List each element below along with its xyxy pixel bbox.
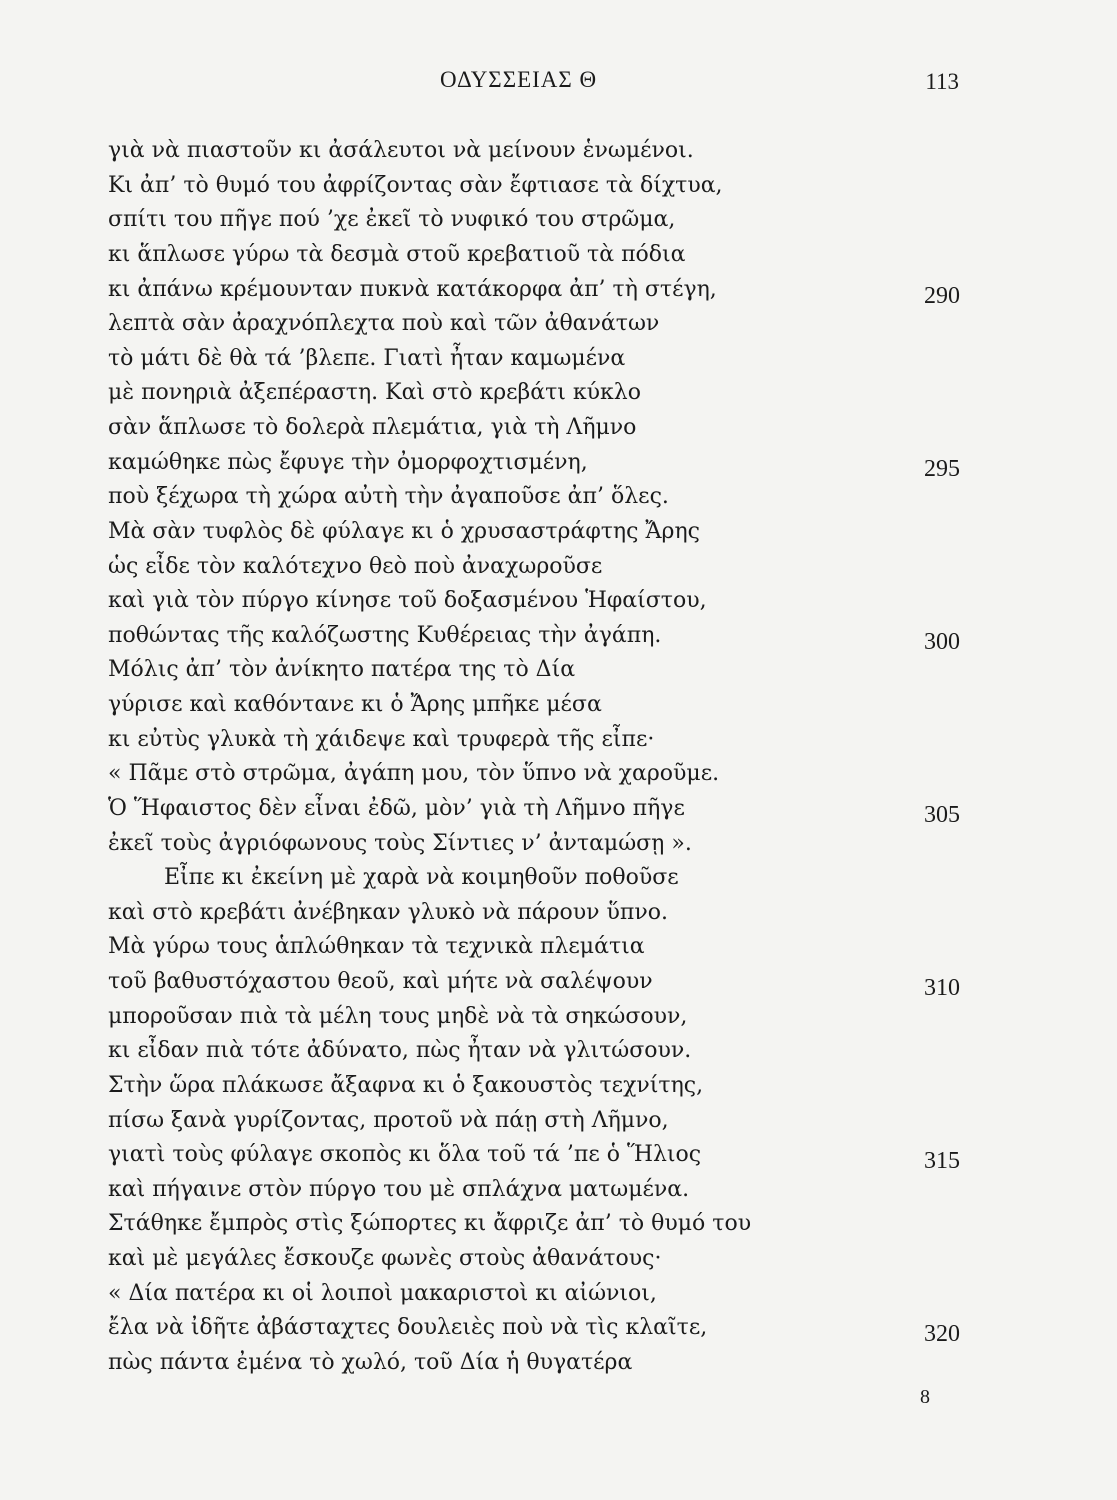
verse-line [108, 1311, 960, 1346]
verse-text: μὲ πονηριὰ ἀξεπέραστη. Καὶ στὸ κρεβάτι κύκλο [108, 380, 641, 406]
verse-text: Μόλις ἀπ’ τὸν ἀνίκητο πατέρα της τὸ Δία [108, 657, 576, 683]
verse-line-number: 290 [924, 282, 960, 309]
verse-line [108, 550, 960, 585]
verse-text: κι εἶδαν πιὰ τότε ἀδύνατο, πὼς ἦταν νὰ γλιτώσουν. [108, 1038, 692, 1064]
verse-line [108, 965, 960, 1000]
verse-text: ὡς εἶδε τὸν καλότεχνο θεὸ ποὺ ἀναχωροῦσε [108, 553, 603, 579]
verse-line-number: 295 [924, 455, 960, 482]
verse-line [108, 203, 960, 238]
verse-line [108, 1346, 960, 1381]
verse-text: ποθώντας τῆς καλόζωστης Κυθέρειας τὴν ἀγάπη. [108, 622, 662, 648]
verse-text: γιὰ νὰ πιαστοῦν κι ἀσάλευτοι νὰ μείνουν ἑνωμένοι. [108, 138, 694, 163]
verse-line [108, 1000, 960, 1035]
verse-text: Μὰ γύρω τους ἁπλώθηκαν τὰ τεχνικὰ πλεμάτια [108, 934, 645, 960]
verse-text: γύρισε καὶ καθόντανε κι ὁ Ἄρης μπῆκε μέσα [108, 692, 602, 717]
verse-line [108, 619, 960, 654]
page-header [0, 60, 1117, 100]
verse-text: τὸ μάτι δὲ θὰ τά ’βλεπε. Γιατὶ ἦταν καμωμένα [108, 345, 626, 371]
running-title: ΟΔΥΣΣΕΙΑΣ Θ [440, 67, 598, 92]
verse-line [108, 1138, 960, 1173]
verse-line-number: 300 [924, 628, 960, 655]
verse-text: Κι ἀπ’ τὸ θυμό του ἀφρίζοντας σὰν ἔφτιασε τὰ δίχτυα, [108, 172, 723, 198]
verse-text: λεπτὰ σὰν ἀραχνόπλεχτα ποὺ καὶ τῶν ἀθανάτων [108, 311, 660, 337]
verse-line [108, 1242, 960, 1277]
verse-line-number: 320 [924, 1321, 960, 1348]
verse-line-number: 305 [924, 801, 960, 828]
verse-line [108, 376, 960, 411]
verse-line [108, 134, 960, 169]
verse-text: Στὴν ὥρα πλάκωσε ἄξαφνα κι ὁ ξακουστὸς τεχνίτης, [108, 1072, 704, 1098]
verse-text: κι ἀπάνω κρέμουνταν πυκνὰ κατάκορφα ἀπ’ τὴ στέγη, [108, 276, 717, 302]
verse-text: καὶ γιὰ τὸν πύργο κίνησε τοῦ δοξασμένου Ἡφαίστου, [108, 588, 707, 614]
verse-line [108, 307, 960, 342]
verse-line [108, 688, 960, 723]
verse-text: σπίτι του πῆγε πού ’χε ἐκεῖ τὸ νυφικό του στρῶμα, [108, 207, 676, 233]
verse-text: Στάθηκε ἔμπρὸς στὶς ξώπορτες κι ἄφριζε ἀπ’ τὸ θυμό του [108, 1211, 752, 1237]
verse-text: « Δία πατέρα κι οἱ λοιποὶ μακαριστοὶ κι αἰώνιοι, [108, 1280, 657, 1306]
verse-line [108, 1069, 960, 1104]
verse-text: σὰν ἅπλωσε τὸ δολερὰ πλεμάτια, γιὰ τὴ Λῆμνο [108, 415, 637, 440]
verse-text: ἐκεῖ τοὺς ἀγριόφωνους τοὺς Σίντιες ν’ ἀνταμώσῃ ». [108, 830, 692, 856]
verse-line [108, 930, 960, 965]
verse-line [108, 273, 960, 308]
verse-text: καὶ πήγαινε στὸν πύργο του μὲ σπλάχνα ματωμένα. [108, 1176, 690, 1202]
verse-line [108, 1207, 960, 1242]
verse-line [108, 584, 960, 619]
printer-signature-mark: 8 [920, 1386, 930, 1408]
verse-line-number: 310 [924, 975, 960, 1001]
verse-text: κι ἅπλωσε γύρω τὰ δεσμὰ στοῦ κρεβατιοῦ τὰ πόδια [108, 241, 686, 267]
verse-line [108, 653, 960, 688]
verse-text: ἔλα νὰ ἰδῆτε ἀβάσταχτες δουλειὲς ποὺ νὰ τὶς κλαῖτε, [108, 1315, 708, 1341]
verse-text: Ὁ Ἥφαιστος δὲν εἶναι ἐδῶ, μὸν’ γιὰ τὴ Λῆμνο πῆγε [108, 795, 685, 821]
verse-line [108, 446, 960, 481]
verse-line [108, 480, 960, 515]
verse-line [108, 411, 960, 446]
verse-text: Εἶπε κι ἐκείνη μὲ χαρὰ νὰ κοιμηθοῦν ποθοῦσε [164, 865, 679, 891]
verse-line [108, 757, 960, 792]
verse-text: τοῦ βαθυστόχαστου θεοῦ, καὶ μήτε νὰ σαλέψουν [108, 969, 653, 994]
verse-text: ποὺ ξέχωρα τὴ χώρα αὐτὴ τὴν ἀγαποῦσε ἀπ’ ὅλες. [108, 484, 669, 510]
verse-line [108, 342, 960, 377]
verse-line [108, 238, 960, 273]
verse-line-number: 315 [924, 1148, 960, 1175]
verse-text: καμώθηκε πὼς ἔφυγε τὴν ὀμορφοχτισμένη, [108, 449, 588, 475]
verse-text: Μὰ σὰν τυφλὸς δὲ φύλαγε κι ὁ χρυσαστράφτης Ἄρης [108, 518, 700, 544]
verse-line [108, 515, 960, 550]
verse-line [108, 861, 960, 896]
verse-text: μποροῦσαν πιὰ τὰ μέλη τους μηδὲ νὰ τὰ σηκώσουν, [108, 1003, 688, 1029]
verse-line [108, 1034, 960, 1069]
verse-list [108, 134, 960, 1381]
page-number: 113 [925, 69, 959, 94]
verse-text: καὶ μὲ μεγάλες ἔσκουζε φωνὲς στοὺς ἀθανάτους· [108, 1246, 662, 1271]
verse-line [108, 1104, 960, 1139]
verse-line [108, 169, 960, 204]
verse-text: κι εὐτὺς γλυκὰ τὴ χάιδεψε καὶ τρυφερὰ τῆς εἶπε· [108, 726, 655, 752]
verse-line [108, 827, 960, 862]
verse-line [108, 896, 960, 931]
verse-line [108, 1173, 960, 1208]
verse-text: « Πᾶμε στὸ στρῶμα, ἀγάπη μου, τὸν ὕπνο νὰ χαροῦμε. [108, 761, 720, 787]
verse-text: πίσω ξανὰ γυρίζοντας, προτοῦ νὰ πάῃ στὴ Λῆμνο, [108, 1107, 669, 1133]
verse-text: πὼς πάντα ἐμένα τὸ χωλό, τοῦ Δία ἡ θυγατέρα [108, 1349, 633, 1375]
verse-line [108, 792, 960, 827]
verse-line [108, 1277, 960, 1312]
verse-text: καὶ στὸ κρεβάτι ἀνέβηκαν γλυκὸ νὰ πάρουν ὕπνο. [108, 899, 668, 925]
verse-line [108, 723, 960, 758]
verse-text: γιατὶ τοὺς φύλαγε σκοπὸς κι ὅλα τοῦ τά ’πε ὁ Ἥλιος [108, 1142, 702, 1168]
